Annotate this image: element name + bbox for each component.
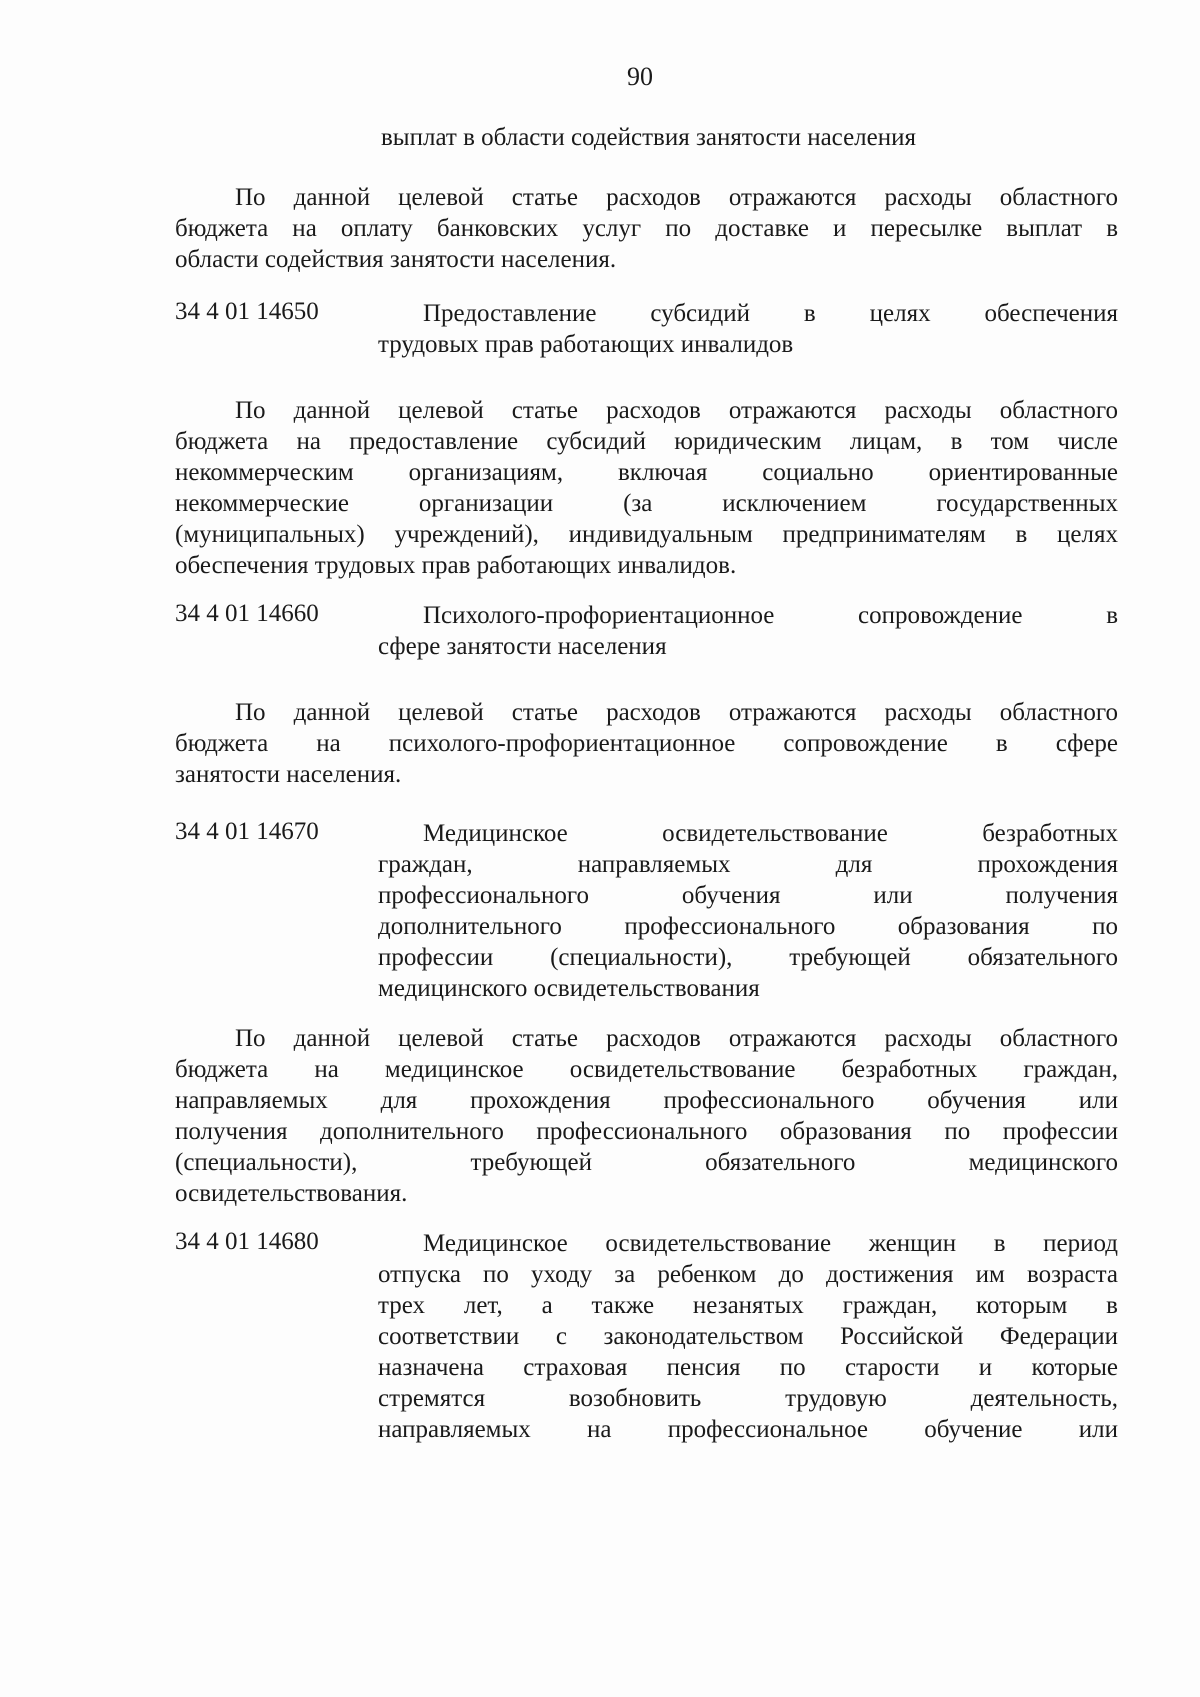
target-article-code: 34 4 01 14650	[175, 298, 319, 325]
target-article-title	[378, 298, 1118, 360]
description-paragraph	[175, 395, 1118, 581]
title-line: медицинского освидетельствования	[378, 975, 760, 1002]
paragraph-line: бюджета на оплату банковских услуг по доставке и пересылке выплат в	[175, 215, 1118, 242]
paragraph-line: бюджета на медицинское освидетельствование безработных граждан,	[175, 1056, 1118, 1083]
section-heading-continuation: выплат в области содействия занятости населения	[381, 124, 916, 151]
title-line: профессии (специальности), требующей обязательного	[378, 944, 1118, 971]
title-line: сфере занятости населения	[378, 633, 667, 660]
paragraph-line: (муниципальных) учреждений), индивидуальным предпринимателям в целях	[175, 521, 1118, 548]
paragraph-line: обеспечения трудовых прав работающих инвалидов.	[175, 552, 737, 579]
title-line: Медицинское освидетельствование безработных	[423, 820, 1118, 847]
title-line: Психолого-профориентационное сопровождение в	[423, 602, 1118, 629]
paragraph-line: По данной целевой статье расходов отражаются расходы областного	[235, 1025, 1118, 1052]
paragraph-line: освидетельствования.	[175, 1180, 408, 1207]
target-article-code: 34 4 01 14660	[175, 600, 319, 627]
paragraph-line: По данной целевой статье расходов отражаются расходы областного	[235, 184, 1118, 211]
title-line: стремятся возобновить трудовую деятельность,	[378, 1385, 1118, 1412]
description-paragraph	[175, 182, 1118, 275]
paragraph-line: бюджета на психолого-профориентационное сопровождение в сфере	[175, 730, 1118, 757]
target-article-code: 34 4 01 14670	[175, 818, 319, 845]
paragraph-line: направляемых для прохождения профессионального обучения или	[175, 1087, 1118, 1114]
paragraph-line: области содействия занятости населения.	[175, 246, 617, 273]
paragraph-line: некоммерческие организации (за исключением государственных	[175, 490, 1118, 517]
paragraph-line: некоммерческим организациям, включая социально ориентированные	[175, 459, 1118, 486]
title-line: граждан, направляемых для прохождения	[378, 851, 1118, 878]
title-line: назначена страховая пенсия по старости и которые	[378, 1354, 1118, 1381]
target-article-title	[378, 1228, 1118, 1445]
title-line: дополнительного профессионального образования по	[378, 913, 1118, 940]
title-line: соответствии с законодательством Российской Федерации	[378, 1323, 1118, 1350]
description-paragraph	[175, 697, 1118, 790]
title-line: трех лет, а также незанятых граждан, которым в	[378, 1292, 1118, 1319]
title-line: трудовых прав работающих инвалидов	[378, 331, 794, 358]
description-paragraph	[175, 1023, 1118, 1209]
target-article-code: 34 4 01 14680	[175, 1228, 319, 1255]
title-line: отпуска по уходу за ребенком до достижения им возраста	[378, 1261, 1118, 1288]
paragraph-line: По данной целевой статье расходов отражаются расходы областного	[235, 699, 1118, 726]
paragraph-line: (специальности), требующей обязательного медицинского	[175, 1149, 1118, 1176]
target-article-title	[378, 600, 1118, 662]
paragraph-line: занятости населения.	[175, 761, 402, 788]
title-line: профессионального обучения или получения	[378, 882, 1118, 909]
title-line: Медицинское освидетельствование женщин в период	[423, 1230, 1118, 1257]
paragraph-line: бюджета на предоставление субсидий юридическим лицам, в том числе	[175, 428, 1118, 455]
target-article-title	[378, 818, 1118, 1004]
title-line: Предоставление субсидий в целях обеспечения	[423, 300, 1118, 327]
paragraph-line: По данной целевой статье расходов отражаются расходы областного	[235, 397, 1118, 424]
page-number: 90	[627, 62, 653, 91]
title-line: направляемых на профессиональное обучение или	[378, 1416, 1118, 1443]
paragraph-line: получения дополнительного профессионального образования по профессии	[175, 1118, 1118, 1145]
